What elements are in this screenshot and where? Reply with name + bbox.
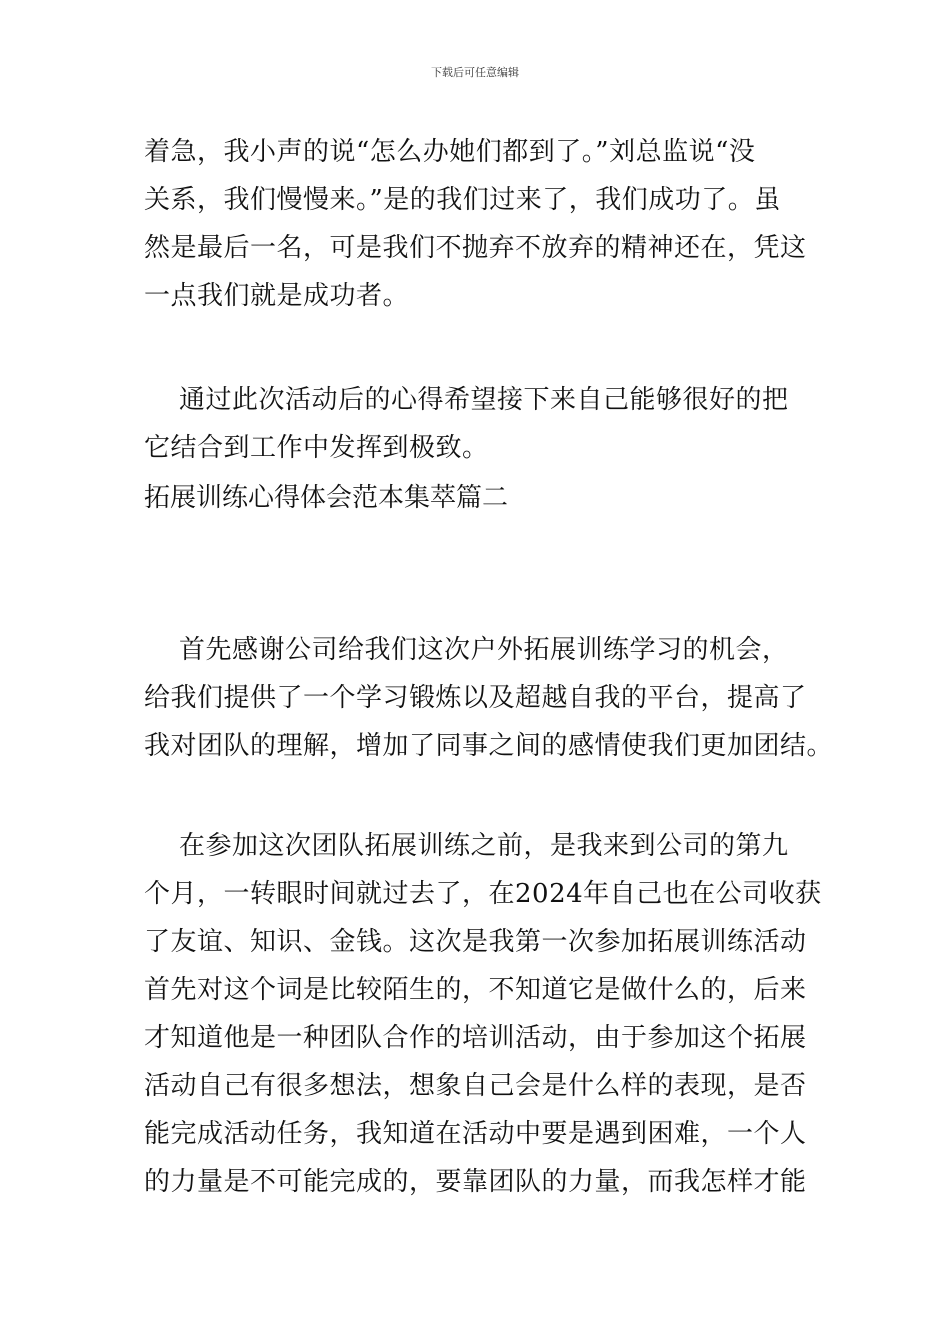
- text-line: 通过此次活动后的心得希望接下来自己能够很好的把: [144, 385, 789, 415]
- text-line: 能完成活动任务，我知道在活动中要是遇到困难，一个人: [144, 1119, 807, 1149]
- paragraph-4: [144, 822, 822, 1206]
- text-line: 一点我们就是成功者。: [144, 281, 410, 311]
- text-line: 然是最后一名，可是我们不抛弃不放弃的精神还在，凭这: [144, 233, 807, 263]
- text-line: 给我们提供了一个学习锻炼以及超越自我的平台，提高了: [144, 683, 807, 713]
- text-line: 个月，一转眼时间就过去了，在2024年自己也在公司收获: [144, 879, 822, 909]
- paragraph-1: [144, 128, 809, 320]
- text-line: 关系，我们慢慢来。”是的我们过来了，我们成功了。虽: [144, 185, 781, 215]
- text-line: 首先感谢公司给我们这次户外拓展训练学习的机会，: [144, 635, 789, 665]
- text-line: 我对团队的理解，增加了同事之间的感情使我们更加团结。: [144, 731, 834, 761]
- paragraph-2: [144, 376, 809, 472]
- text-line: 的力量是不可能完成的，要靠团队的力量，而我怎样才能: [144, 1167, 807, 1197]
- text-line: 首先对这个词是比较陌生的，不知道它是做什么的，后来: [144, 975, 807, 1005]
- text-line: 它结合到工作中发挥到极致。: [144, 433, 489, 463]
- text-line: 了友谊、知识、金钱。这次是我第一次参加拓展训练活动: [144, 927, 807, 957]
- text-line: 活动自己有很多想法，想象自己会是什么样的表现，是否: [144, 1071, 807, 1101]
- text-line: 在参加这次团队拓展训练之前，是我来到公司的第九: [144, 831, 789, 861]
- text-line: 着急，我小声的说“怎么办她们都到了。”刘总监说“没: [144, 137, 756, 167]
- paragraph-3: [144, 626, 834, 770]
- section-heading: 拓展训练心得体会范本集萃篇二: [144, 483, 509, 513]
- text-line: 才知道他是一种团队合作的培训活动，由于参加这个拓展: [144, 1023, 807, 1053]
- page-header: 下载后可任意编辑: [431, 66, 519, 79]
